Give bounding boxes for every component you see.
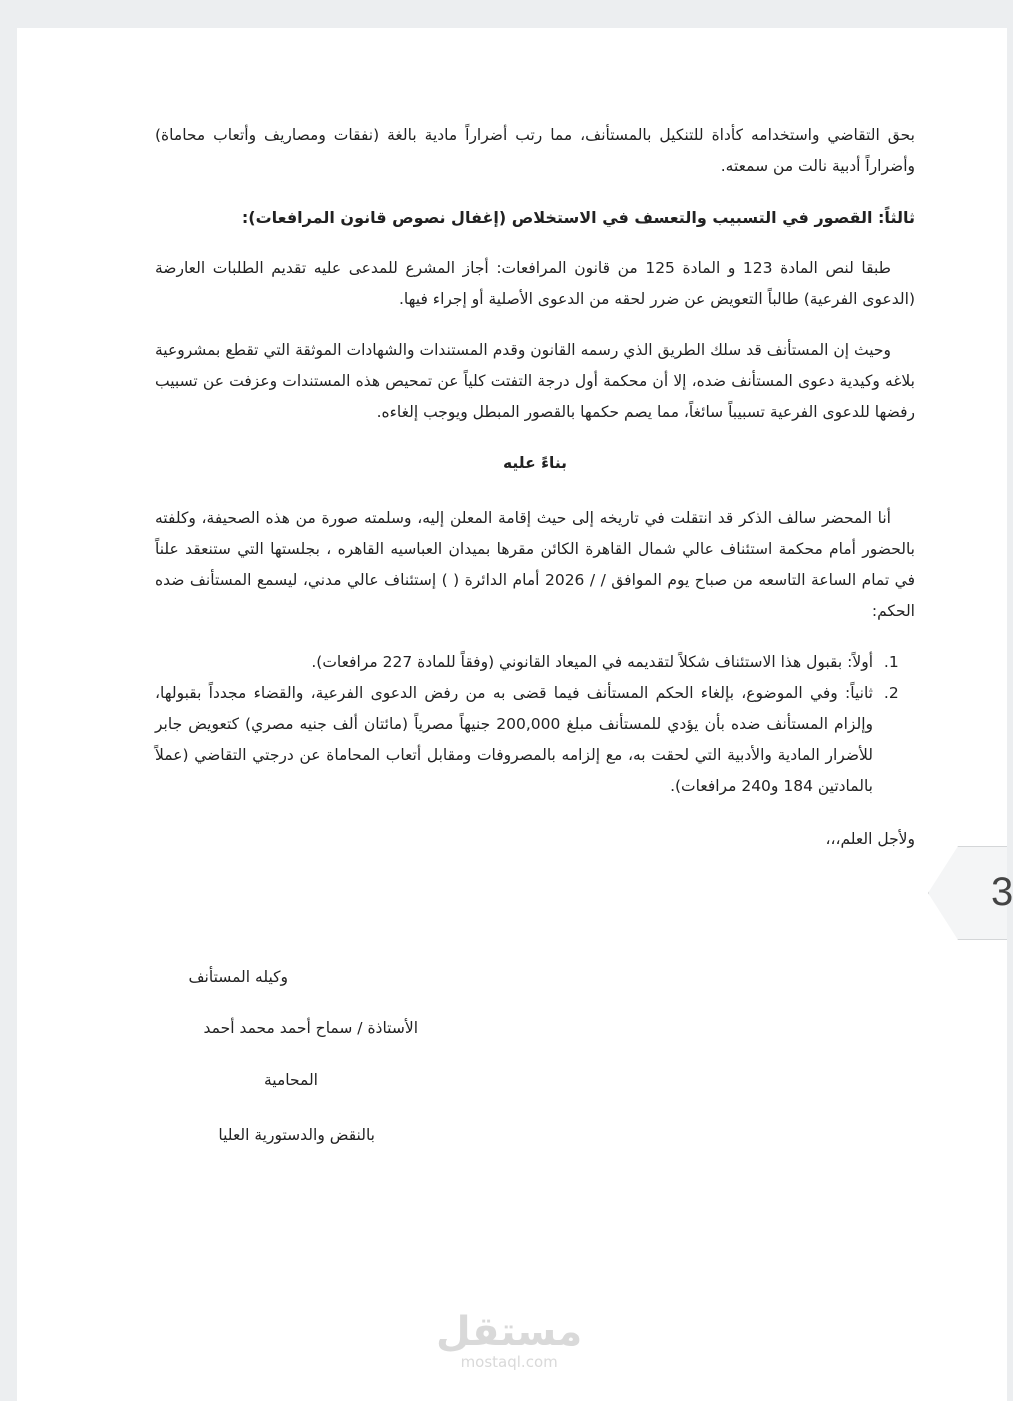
signature-name: الأستاذة / سماح أحمد محمد أحمد [203,1019,418,1037]
paragraph-articles: طبقا لنص المادة 123 و المادة 125 من قانون المرافعات: أجاز المشرع للمدعى عليه تقديم الطلبات العارضة (الدعوى الفرعية) طالباً التعويض عن ضرر لحقه من الدعوى الأصلية أو إجراء فيها. [155,259,915,308]
signature-court: بالنقض والدستورية العليا [218,1126,375,1144]
watermark-latin: mostaql.com [460,1353,558,1371]
paragraph-reasoning: وحيث إن المستأنف قد سلك الطريق الذي رسمه القانون وقدم المستندات والشهادات الموثقة التي تقطع بمشروعية بلاغه وكيدية دعوى المستأنف ضده، إلا أن محكمة أول درجة التفتت كلياً عن تمحيص هذه المستندات وعزفت عن تسبيب رفضها للدعوى الفرعية تسبيباً سائغاً، مما يصم حكمها بالقصور المبطل ويوجب إلغاءه. [155,341,915,421]
list-item: 2. ثانياً: وفي الموضوع، بإلغاء الحكم المستأنف فيما قضى به من رفض الدعوى الفرعية، والقضاء مجدداً بقبولها، وإلزام المستأنف ضده بأن يؤدي للمستأنف مبلغ 200,000 جنيهاً مصرياً (مائتان ألف جنيه مصري) كتعويض جابر للأضرار المادية والأدبية التي لحقت به، مع إلزامه بالمصروفات ومقابل أتعاب المحاماة عن درجتي التقاضي (عملاً بالمادتين 184 و240 مرافعات). [155,678,879,802]
requests-list [155,647,915,802]
closing-line: ولأجل العلم،،، [825,830,915,848]
paragraph-damages: بحق التقاضي واستخدامه كأداة للتنكيل بالمستأنف، مما رتب أضراراً مادية بالغة (نفقات ومصاريف وأتعاب محاماة) وأضراراً أدبية نالت من سمعته. [155,126,915,175]
paragraph-summons: أنا المحضر سالف الذكر قد انتقلت في تاريخه إلى حيث إقامة المعلن إليه، وسلمته صورة من هذه الصحيفة، وكلفته بالحضور أمام محكمة استئناف عالي شمال القاهرة الكائن مقرها بميدان العباسيه القاهره ، بجلستها التي ستنعقد علناً في تمام الساعة التاسعه من صباح يوم الموافق / / 2026 أمام الدائرة ( ) إستئناف عالي مدني، ليسمع المستأنف ضده الحكم: [155,509,915,620]
watermark-arabic: مستقل [436,1309,583,1355]
signature-profession: المحامية [263,1071,318,1089]
section-title-therefore: بناءً عليه [503,454,567,472]
section-heading-third: ثالثاً: القصور في التسبيب والتعسف في الاستخلاص (إغفال نصوص قانون المرافعات): [241,208,915,227]
watermark-logo [436,1310,582,1370]
signature-title: وكيله المستأنف [188,968,288,986]
document-body [155,120,915,875]
list-item: 1. أولاً: بقبول هذا الاستئناف شكلاً لتقديمه في الميعاد القانوني (وفقاً للمادة 227 مرافعات). [155,647,879,678]
page-number: 3 [991,870,1013,914]
